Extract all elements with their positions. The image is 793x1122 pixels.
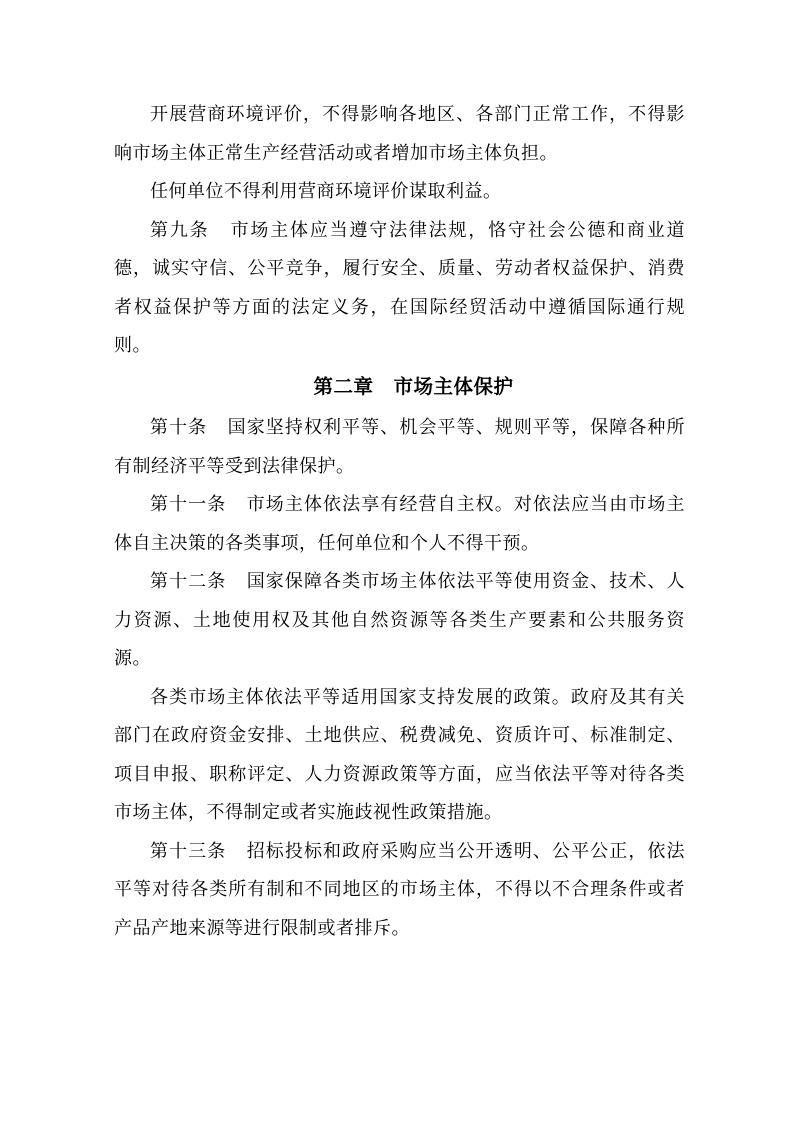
article-9-label: 第九条: [150, 219, 210, 241]
article-10: [114, 409, 685, 486]
article-12: [114, 563, 685, 679]
paragraph-evaluation-burden: 开展营商环境评价，不得影响各地区、各部门正常工作，不得影响市场主体正常生产经营活动或者增加市场主体负担。: [114, 104, 685, 164]
chapter-heading: 第二章 市场主体保护: [313, 374, 514, 398]
paragraph-evaluation-profit: 任何单位不得利用营商环境评价谋取利益。: [150, 181, 502, 202]
article-13: [114, 833, 685, 949]
article-11-label: 第十一条: [150, 494, 227, 515]
article-12-text: 国家保障各类市场主体依法平等使用资金、技术、人力资源、土地使用权及其他自然资源等各类生产要素和公共服务资源。: [114, 571, 685, 669]
article-10-label: 第十条: [150, 417, 208, 438]
article-11: [114, 486, 685, 563]
article-10-text: 国家坚持权利平等、机会平等、规则平等，保障各种所有制经济平等受到法律保护。: [114, 417, 686, 477]
article-12-label: 第十二条: [150, 571, 227, 592]
article-13-text: 招标投标和政府采购应当公开透明、公平公正，依法平等对待各类所有制和不同地区的市场主体，不得以不合理条件或者产品产地来源等进行限制或者排斥。: [114, 840, 685, 939]
article-13-label: 第十三条: [150, 840, 227, 862]
article-11-text: 市场主体依法享有经营自主权。对依法应当由市场主体自主决策的各类事项，任何单位和个人不得干预。: [114, 494, 685, 554]
article-9-text: 市场主体应当遵守法律法规，恪守社会公德和商业道德，诚实守信、公平竞争，履行安全、质量、劳动者权益保护、消费者权益保护等方面的法定义务，在国际经贸活动中遵循国际通行规则。: [114, 219, 686, 356]
article-12-paragraph-2: 各类市场主体依法平等适用国家支持发展的政策。政府及其有关部门在政府资金安排、土地供应、税费减免、资质许可、标准制定、项目申报、职称评定、人力资源政策等方面，应当依法平等对待各类市场主体，不得制定或者实施歧视性政策措施。: [114, 686, 685, 823]
article-9: [114, 212, 685, 366]
